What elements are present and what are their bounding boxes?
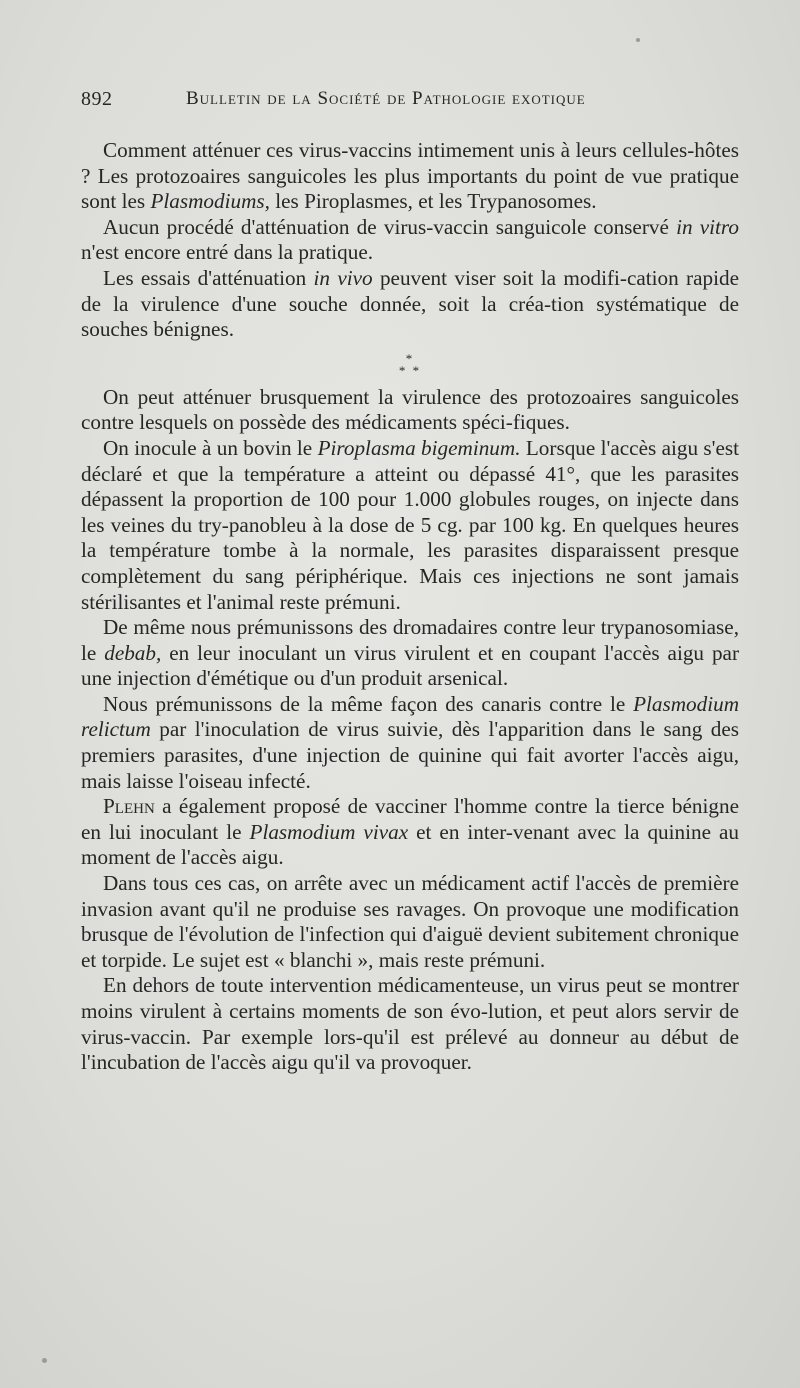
paragraph: On peut atténuer brusquement la virulence des protozoaires sanguicoles contre lesquels on possède des médicaments spéci-fiques. <box>81 384 739 435</box>
paragraph: En dehors de toute intervention médicamenteuse, un virus peut se montrer moins virulent à certains moments de son évo-lution, et peut alors servir de virus-vaccin. Par exemple lors-qu'il est prélevé au donneur au début de l'incubation de l'accès aigu qu'il va provoquer. <box>81 973 739 1075</box>
paragraph: De même nous prémunissons des dromadaires contre leur trypanosomiase, le debab, en leur inoculant un virus virulent et en coupant l'accès aigu par une injection d'émétique ou d'un produit arsenical. <box>81 615 740 691</box>
paragraph: Nous prémunissons de la même façon des canaris contre le Plasmodium relictum par l'inoculation de virus suivie, dès l'apparition dans le sang des premiers parasites, d'une injection de quinine qui fait avorter l'accès aigu, mais laisse l'oiseau infecté. <box>81 691 739 793</box>
paragraph: Dans tous ces cas, on arrête avec un médicament actif l'accès de première invasion avant qu'il ne produise ses ravages. On provoque une modification brusque de l'évolution de l'infection qui d'aiguë devient subitement chronique et torpide. Le sujet est « blanchi », mais reste prémuni. <box>81 871 739 972</box>
paragraph: Comment atténuer ces virus-vaccins intimement unis à leurs cellules-hôtes ? Les protozoaires sanguicoles les plus importants du point de vue pratique sont les Plasmodiums, les Piroplasmes, et les Trypanosomes. <box>81 138 739 214</box>
paragraph: Plehn a également proposé de vacciner l'homme contre la tierce bénigne en lui inoculant le Plasmodium vivax et en inter-venant avec la quinine au moment de l'accès aigu. <box>81 794 739 870</box>
article-body <box>81 138 739 1076</box>
paragraph: On inocule à un bovin le Piroplasma bigeminum. Lorsque l'accès aigu s'est déclaré et que la température a atteint ou dépassé 41°, que les parasites dépassent la proportion de 100 pour 1.000 globules rouges, on injecte dans les veines du try-panobleu à la dose de 5 cg. par 100 kg. En quelques heures la température tombe à la normale, les parasites disparaissent presque complètement du sang périphérique. Mais ces injections ne sont jamais stérilisantes et l'animal reste prémuni. <box>81 435 740 614</box>
paper-speck <box>636 38 640 42</box>
paper-speck <box>42 1358 47 1363</box>
paragraph: Les essais d'atténuation in vivo peuvent viser soit la modifi-cation rapide de la virulence d'une souche donnée, soit la créa-tion systématique de souches bénignes. <box>81 265 739 342</box>
running-header <box>81 88 741 118</box>
running-title: Bulletin de la Société de Pathologie exotique <box>186 88 586 109</box>
page-number: 892 <box>81 88 113 110</box>
author-name: Plehn <box>103 794 155 819</box>
section-separator: * * * <box>398 350 422 378</box>
paragraph: Aucun procédé d'atténuation de virus-vaccin sanguicole conservé in vitro n'est encore entré dans la pratique. <box>81 214 739 265</box>
